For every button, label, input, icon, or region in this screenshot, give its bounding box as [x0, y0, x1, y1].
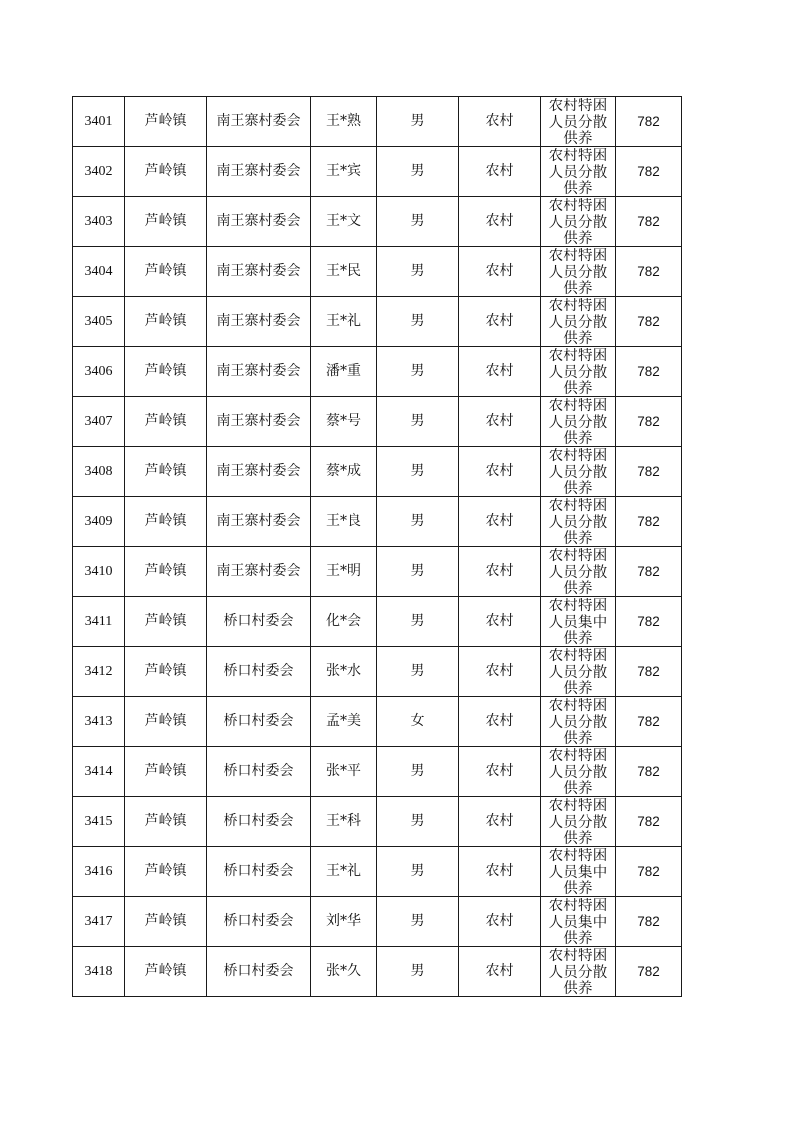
- amount-cell: 782: [616, 897, 682, 947]
- name-cell: 张*水: [311, 647, 377, 697]
- amount-cell: 782: [616, 797, 682, 847]
- village-cell: 南王寨村委会: [207, 247, 311, 297]
- town-cell: 芦岭镇: [125, 397, 207, 447]
- village-cell: 桥口村委会: [207, 797, 311, 847]
- amount-cell: 782: [616, 297, 682, 347]
- gender-cell: 男: [377, 197, 459, 247]
- village-cell: 桥口村委会: [207, 897, 311, 947]
- village-cell: 桥口村委会: [207, 847, 311, 897]
- support-type-cell: [541, 597, 616, 647]
- town-cell: 芦岭镇: [125, 897, 207, 947]
- area-cell: 农村: [459, 147, 541, 197]
- name-cell: 王*良: [311, 497, 377, 547]
- name-cell: 张*久: [311, 947, 377, 997]
- village-cell: 南王寨村委会: [207, 147, 311, 197]
- table-row: [73, 597, 682, 647]
- support-type-cell: [541, 897, 616, 947]
- town-cell: 芦岭镇: [125, 597, 207, 647]
- support-type-cell: [541, 197, 616, 247]
- name-cell: 孟*美: [311, 697, 377, 747]
- support-type-text: 农村特困人员分散供养: [548, 498, 608, 545]
- table-row: [73, 397, 682, 447]
- support-type-text: 农村特困人员分散供养: [548, 348, 608, 395]
- village-cell: 南王寨村委会: [207, 497, 311, 547]
- table-row: [73, 897, 682, 947]
- amount-cell: 782: [616, 197, 682, 247]
- amount-cell: 782: [616, 447, 682, 497]
- support-type-cell: [541, 647, 616, 697]
- area-cell: 农村: [459, 97, 541, 147]
- village-cell: 南王寨村委会: [207, 397, 311, 447]
- amount-cell: 782: [616, 147, 682, 197]
- row-number-cell: 3409: [73, 497, 125, 547]
- area-cell: 农村: [459, 497, 541, 547]
- village-cell: 南王寨村委会: [207, 297, 311, 347]
- town-cell: 芦岭镇: [125, 347, 207, 397]
- support-type-cell: [541, 297, 616, 347]
- town-cell: 芦岭镇: [125, 247, 207, 297]
- amount-cell: 782: [616, 547, 682, 597]
- support-type-text: 农村特困人员集中供养: [548, 598, 608, 645]
- amount-cell: 782: [616, 347, 682, 397]
- town-cell: 芦岭镇: [125, 847, 207, 897]
- gender-cell: 男: [377, 97, 459, 147]
- row-number-cell: 3412: [73, 647, 125, 697]
- village-cell: 南王寨村委会: [207, 97, 311, 147]
- row-number-cell: 3411: [73, 597, 125, 647]
- amount-cell: 782: [616, 97, 682, 147]
- table-row: [73, 847, 682, 897]
- support-type-cell: [541, 147, 616, 197]
- amount-cell: 782: [616, 247, 682, 297]
- gender-cell: 男: [377, 447, 459, 497]
- gender-cell: 男: [377, 747, 459, 797]
- support-type-text: 农村特困人员分散供养: [548, 448, 608, 495]
- support-type-text: 农村特困人员分散供养: [548, 398, 608, 445]
- amount-cell: 782: [616, 647, 682, 697]
- village-cell: 南王寨村委会: [207, 347, 311, 397]
- support-type-cell: [541, 747, 616, 797]
- name-cell: 王*民: [311, 247, 377, 297]
- row-number-cell: 3417: [73, 897, 125, 947]
- area-cell: 农村: [459, 647, 541, 697]
- area-cell: 农村: [459, 847, 541, 897]
- town-cell: 芦岭镇: [125, 447, 207, 497]
- table-row: [73, 697, 682, 747]
- area-cell: 农村: [459, 397, 541, 447]
- beneficiary-table: [72, 96, 682, 997]
- support-type-cell: [541, 847, 616, 897]
- table-row: [73, 547, 682, 597]
- support-type-cell: [541, 947, 616, 997]
- row-number-cell: 3405: [73, 297, 125, 347]
- area-cell: 农村: [459, 547, 541, 597]
- village-cell: 南王寨村委会: [207, 197, 311, 247]
- support-type-text: 农村特困人员分散供养: [548, 698, 608, 745]
- gender-cell: 男: [377, 247, 459, 297]
- row-number-cell: 3403: [73, 197, 125, 247]
- name-cell: 王*熟: [311, 97, 377, 147]
- table-row: [73, 147, 682, 197]
- town-cell: 芦岭镇: [125, 497, 207, 547]
- village-cell: 桥口村委会: [207, 947, 311, 997]
- name-cell: 蔡*成: [311, 447, 377, 497]
- support-type-text: 农村特困人员分散供养: [548, 298, 608, 345]
- village-cell: 桥口村委会: [207, 647, 311, 697]
- village-cell: 南王寨村委会: [207, 447, 311, 497]
- area-cell: 农村: [459, 197, 541, 247]
- support-type-cell: [541, 497, 616, 547]
- table-row: [73, 247, 682, 297]
- support-type-cell: [541, 247, 616, 297]
- name-cell: 刘*华: [311, 897, 377, 947]
- row-number-cell: 3413: [73, 697, 125, 747]
- town-cell: 芦岭镇: [125, 697, 207, 747]
- area-cell: 农村: [459, 597, 541, 647]
- support-type-text: 农村特困人员分散供养: [548, 248, 608, 295]
- support-type-text: 农村特困人员集中供养: [548, 898, 608, 945]
- gender-cell: 女: [377, 697, 459, 747]
- town-cell: 芦岭镇: [125, 747, 207, 797]
- row-number-cell: 3407: [73, 397, 125, 447]
- support-type-cell: [541, 97, 616, 147]
- gender-cell: 男: [377, 847, 459, 897]
- table-row: [73, 747, 682, 797]
- gender-cell: 男: [377, 897, 459, 947]
- table-row: [73, 647, 682, 697]
- support-type-text: 农村特困人员集中供养: [548, 848, 608, 895]
- name-cell: 蔡*号: [311, 397, 377, 447]
- gender-cell: 男: [377, 397, 459, 447]
- table-row: [73, 447, 682, 497]
- table-row: [73, 347, 682, 397]
- name-cell: 张*平: [311, 747, 377, 797]
- row-number-cell: 3406: [73, 347, 125, 397]
- row-number-cell: 3402: [73, 147, 125, 197]
- area-cell: 农村: [459, 897, 541, 947]
- amount-cell: 782: [616, 597, 682, 647]
- table-row: [73, 797, 682, 847]
- support-type-cell: [541, 697, 616, 747]
- amount-cell: 782: [616, 697, 682, 747]
- area-cell: 农村: [459, 697, 541, 747]
- row-number-cell: 3414: [73, 747, 125, 797]
- town-cell: 芦岭镇: [125, 647, 207, 697]
- row-number-cell: 3401: [73, 97, 125, 147]
- support-type-text: 农村特困人员分散供养: [548, 748, 608, 795]
- town-cell: 芦岭镇: [125, 297, 207, 347]
- support-type-text: 农村特困人员分散供养: [548, 798, 608, 845]
- support-type-text: 农村特困人员分散供养: [548, 548, 608, 595]
- gender-cell: 男: [377, 547, 459, 597]
- gender-cell: 男: [377, 797, 459, 847]
- amount-cell: 782: [616, 847, 682, 897]
- amount-cell: 782: [616, 947, 682, 997]
- gender-cell: 男: [377, 297, 459, 347]
- village-cell: 南王寨村委会: [207, 547, 311, 597]
- area-cell: 农村: [459, 447, 541, 497]
- name-cell: 化*会: [311, 597, 377, 647]
- support-type-cell: [541, 797, 616, 847]
- row-number-cell: 3404: [73, 247, 125, 297]
- row-number-cell: 3418: [73, 947, 125, 997]
- support-type-text: 农村特困人员分散供养: [548, 148, 608, 195]
- support-type-text: 农村特困人员分散供养: [548, 648, 608, 695]
- name-cell: 王*明: [311, 547, 377, 597]
- name-cell: 潘*重: [311, 347, 377, 397]
- area-cell: 农村: [459, 297, 541, 347]
- support-type-cell: [541, 347, 616, 397]
- support-type-cell: [541, 447, 616, 497]
- amount-cell: 782: [616, 397, 682, 447]
- gender-cell: 男: [377, 647, 459, 697]
- town-cell: 芦岭镇: [125, 197, 207, 247]
- name-cell: 王*礼: [311, 847, 377, 897]
- village-cell: 桥口村委会: [207, 697, 311, 747]
- town-cell: 芦岭镇: [125, 947, 207, 997]
- town-cell: 芦岭镇: [125, 797, 207, 847]
- area-cell: 农村: [459, 247, 541, 297]
- support-type-cell: [541, 547, 616, 597]
- amount-cell: 782: [616, 747, 682, 797]
- row-number-cell: 3410: [73, 547, 125, 597]
- area-cell: 农村: [459, 947, 541, 997]
- gender-cell: 男: [377, 947, 459, 997]
- area-cell: 农村: [459, 347, 541, 397]
- table-row: [73, 497, 682, 547]
- row-number-cell: 3416: [73, 847, 125, 897]
- area-cell: 农村: [459, 797, 541, 847]
- table-body: [73, 97, 682, 997]
- name-cell: 王*礼: [311, 297, 377, 347]
- table-row: [73, 947, 682, 997]
- name-cell: 王*科: [311, 797, 377, 847]
- support-type-cell: [541, 397, 616, 447]
- gender-cell: 男: [377, 347, 459, 397]
- gender-cell: 男: [377, 597, 459, 647]
- table-row: [73, 97, 682, 147]
- amount-cell: 782: [616, 497, 682, 547]
- row-number-cell: 3408: [73, 447, 125, 497]
- table-row: [73, 297, 682, 347]
- name-cell: 王*宾: [311, 147, 377, 197]
- support-type-text: 农村特困人员分散供养: [548, 198, 608, 245]
- table-row: [73, 197, 682, 247]
- town-cell: 芦岭镇: [125, 97, 207, 147]
- town-cell: 芦岭镇: [125, 147, 207, 197]
- row-number-cell: 3415: [73, 797, 125, 847]
- gender-cell: 男: [377, 147, 459, 197]
- name-cell: 王*文: [311, 197, 377, 247]
- gender-cell: 男: [377, 497, 459, 547]
- area-cell: 农村: [459, 747, 541, 797]
- town-cell: 芦岭镇: [125, 547, 207, 597]
- support-type-text: 农村特困人员分散供养: [548, 98, 608, 145]
- village-cell: 桥口村委会: [207, 747, 311, 797]
- village-cell: 桥口村委会: [207, 597, 311, 647]
- support-type-text: 农村特困人员分散供养: [548, 948, 608, 995]
